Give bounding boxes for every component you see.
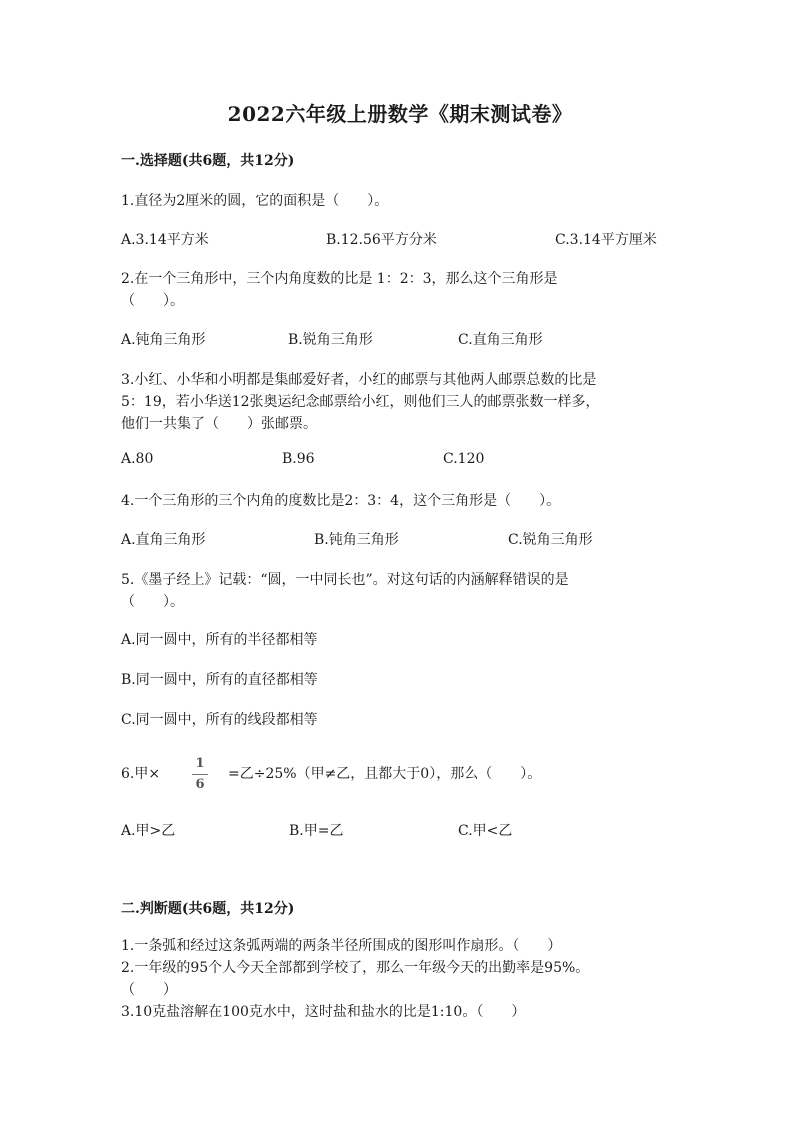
question-2-option-a: A.钝角三角形 [121, 332, 206, 348]
fraction-denominator: 6 [195, 777, 205, 792]
question-1-option-a: A.3.14平方米 [121, 232, 209, 248]
question-3-line-1: 3.小红、小华和小明都是集邮爱好者，小红的邮票与其他两人邮票总数的比是 [121, 372, 597, 388]
question-2-option-b: B.锐角三角形 [288, 332, 373, 348]
question-5-option-a: A.同一圆中，所有的半径都相等 [121, 632, 318, 648]
judgment-3-text: 3.10克盐溶解在100克水中，这时盐和盐水的比是1:10。（ ） [121, 1004, 526, 1020]
question-5-option-c: C.同一圆中，所有的线段都相等 [121, 712, 318, 728]
question-6-suffix: =乙÷25%（甲≠乙，且都大于0），那么（ ）。 [228, 766, 542, 782]
question-5-line-2: （ ）。 [121, 594, 184, 610]
question-4-option-a: A.直角三角形 [121, 532, 206, 548]
question-2-option-c: C.直角三角形 [458, 332, 543, 348]
question-3-option-c: C.120 [443, 451, 485, 467]
question-3-line-2: 5：19，若小华送12张奥运纪念邮票给小红，则他们三人的邮票张数一样多， [121, 394, 600, 410]
question-6-option-b: B.甲=乙 [289, 823, 344, 839]
question-2-line-2: （ ）。 [121, 293, 184, 309]
judgment-2-line-1: 2.一年级的95个人今天全部都到学校了，那么一年级今天的出勤率是95%。 [121, 960, 590, 976]
fraction-bar [192, 774, 208, 775]
question-1-text: 1.直径为2厘米的圆，它的面积是（ ）。 [121, 193, 389, 209]
judgment-2-line-2: （ ） [121, 982, 177, 998]
question-3-option-b: B.96 [282, 451, 315, 467]
fraction-one-sixth [192, 756, 208, 793]
question-1-option-b: B.12.56平方分米 [326, 232, 437, 248]
question-4-option-b: B.钝角三角形 [314, 532, 399, 548]
question-1-option-c: C.3.14平方厘米 [555, 232, 657, 248]
question-6-option-a: A.甲>乙 [121, 823, 176, 839]
question-6-prefix: 6.甲× [121, 766, 161, 782]
question-3-line-3: 他们一共集了（ ）张邮票。 [121, 416, 317, 432]
section-heading-judgment: 二.判断题(共6题，共12分) [121, 901, 295, 917]
question-4-text: 4.一个三角形的三个内角的度数比是2：3：4，这个三角形是（ ）。 [121, 493, 561, 509]
page-title: 2022六年级上册数学《期末测试卷》 [227, 102, 573, 126]
question-2-line-1: 2.在一个三角形中，三个内角度数的比是 1：2：3，那么这个三角形是 [121, 271, 558, 287]
question-6-option-c: C.甲<乙 [458, 823, 513, 839]
section-heading-choice: 一.选择题(共6题，共12分) [121, 153, 295, 169]
fraction-numerator: 1 [195, 756, 205, 771]
question-5-option-b: B.同一圆中，所有的直径都相等 [121, 672, 318, 688]
question-5-line-1: 5.《墨子经上》记载：“圆，一中同长也”。对这句话的内涵解释错误的是 [121, 572, 569, 588]
question-4-option-c: C.锐角三角形 [508, 532, 593, 548]
question-3-option-a: A.80 [121, 451, 154, 467]
judgment-1-text: 1.一条弧和经过这条弧两端的两条半径所围成的图形叫作扇形。（ ） [121, 938, 562, 954]
